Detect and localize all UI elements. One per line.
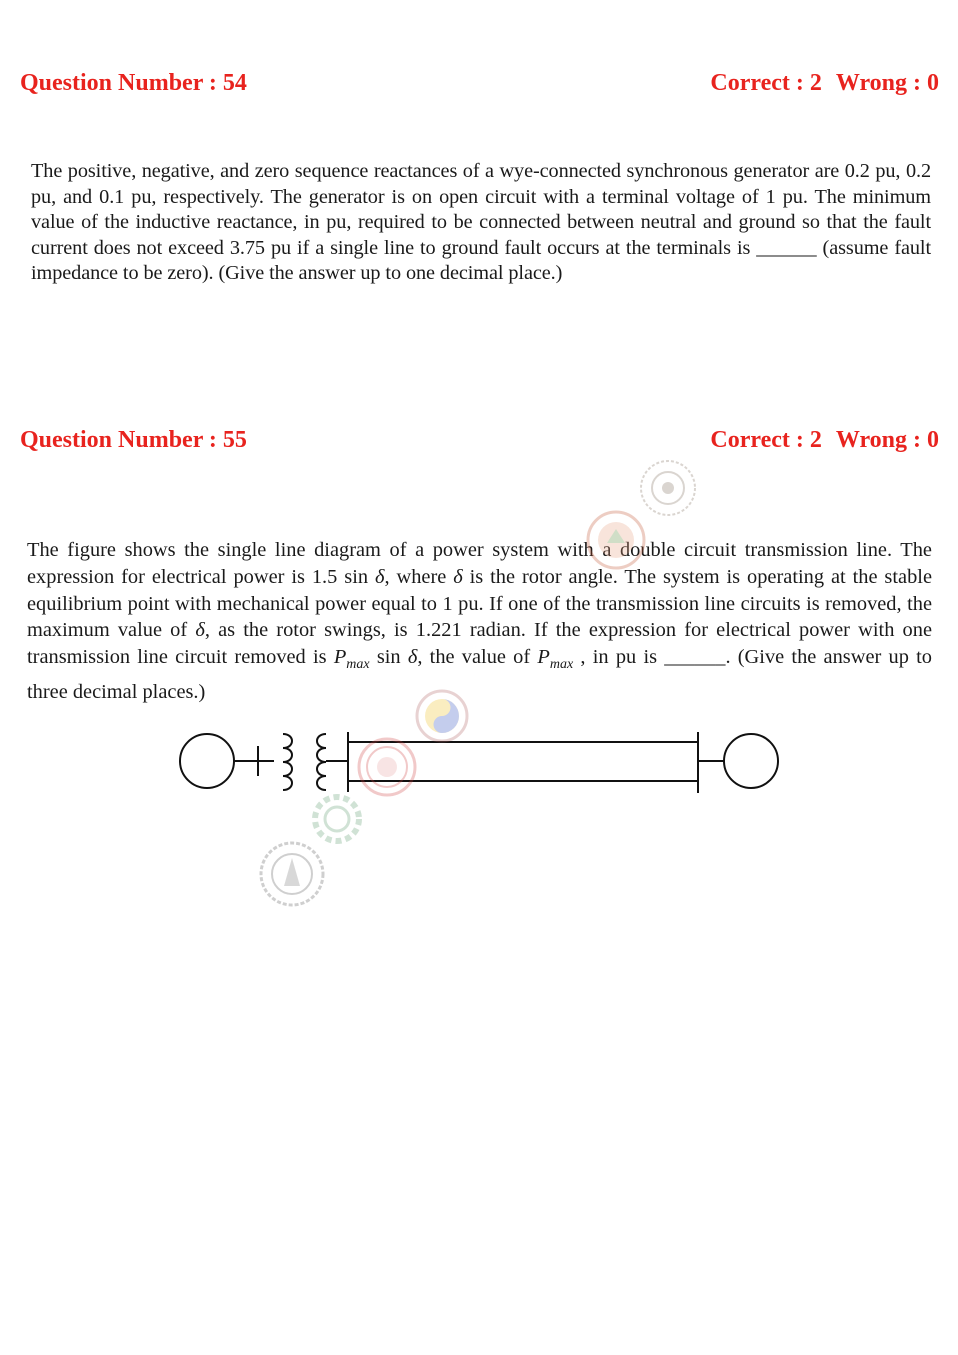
delta-symbol: δ [195,619,205,642]
question-body: The positive, negative, and zero sequence reactances of a wye-connected synchronous generator are 0.2 pu, 0.2 pu, and 0.1 pu, respectively. The generator is on open circuit with a terminal voltage of 1 pu. The minimum value of the inductive reactance, in pu, required to be connected between neutral and ground so that the fault current does not exceed 3.75 pu if a single line to ground fault occurs at the terminals is ______ (assume fault impedance to be zero). (Give the answer up to one decimal place.) [31,160,931,285]
wrong-label: Wrong : 0 [835,427,939,453]
score-label [710,70,939,97]
transformer-secondary-coil [317,734,326,790]
question-number-label: Question Number : 55 [20,427,247,453]
generator-symbol [180,734,234,788]
score-label [710,427,939,454]
wrong-label: Wrong : 0 [835,70,939,96]
correct-label: Correct : 2 [710,427,822,453]
pmax-symbol: $P_{max}$ [537,646,574,673]
question-number-label: Question Number : 54 [20,70,247,96]
transformer-primary-coil [283,734,292,790]
delta-symbol: δ [453,565,463,588]
watermark-seal-icon [585,509,647,571]
question-text-54 [31,159,931,287]
delta-symbol: δ [374,565,385,588]
watermark-seal-icon [638,458,698,518]
correct-label: Correct : 2 [710,70,822,96]
infinite-bus-symbol [724,734,778,788]
watermark-seal-icon [256,838,328,910]
question-text-55 [27,537,932,706]
single-line-diagram [170,722,790,802]
question-header-55 [20,427,939,454]
question-body: The figure shows the single line diagram of a power system with a double circuit transmission line. The expression for electrical power is 1.5 sin δ, where δ is the rotor angle. The system is operating at the stable equilibrium point with mechanical power equal to 1 pu. If one of the transmission line circuits is removed, the maximum value of δ, as the rotor swings, is 1.221 radian. If the expression for electrical power with one transmission line circuit removed is $P_{max}$ sin δ, the value of $P_{max}$ , in pu is ______. (Give the answer up to three decimal places.) [27,539,932,704]
delta-symbol: δ [407,646,418,669]
pmax-symbol: $P_{max}$ [333,646,370,673]
watermark-seal-icon [414,688,470,744]
question-header-54 [20,70,939,97]
